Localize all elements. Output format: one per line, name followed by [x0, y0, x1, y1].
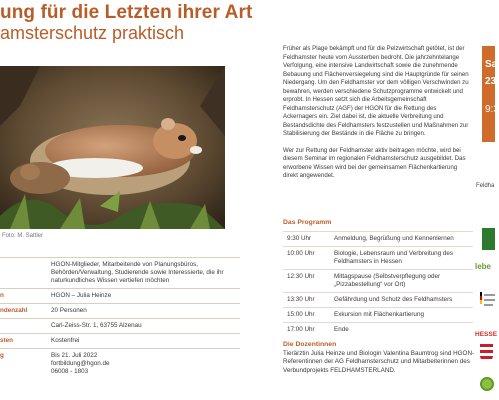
start-time: 9:3	[485, 104, 499, 115]
date-day: Sa	[485, 59, 498, 70]
program-desc: Gefährdung und Schutz des Feldhamsters	[334, 296, 453, 303]
details-label: ndenzahl	[0, 307, 28, 314]
program-row	[283, 269, 473, 292]
details-row	[0, 288, 240, 303]
page-subtitle: amsterschutz praktisch	[0, 23, 185, 43]
photo-credit: Foto: M. Sattler	[2, 233, 44, 239]
details-label: sten	[0, 337, 13, 344]
program-row	[283, 246, 473, 269]
details-value: Kostenfrei	[51, 337, 80, 344]
program-desc: Mittagspause (Selbstverpflegung oder „Pizzabestellung“ vor Ort)	[334, 273, 441, 289]
program-row	[283, 307, 473, 322]
program-time: 17:00 Uhr	[287, 326, 315, 333]
program-time: 9:30 Uhr	[287, 235, 312, 242]
date-box	[482, 46, 499, 142]
program-time: 13:30 Uhr	[287, 296, 315, 303]
program-desc: Exkursion mit Flächenkartierung	[334, 311, 424, 318]
hamster-photo	[0, 66, 225, 229]
details-row	[0, 303, 240, 318]
program-desc: Anmeldung, Begrüßung und Kennenlernen	[334, 235, 454, 242]
details-value: HGON-Mitglieder, Mitarbeitende von Planungsbüros, Behörden/Verwaltung, Studierende sowie Interessierte, die ihr naturkundliches Wissen vertiefen möchten	[51, 261, 224, 285]
program-desc: Biologie, Lebensraum und Verbreitung des Feldhamsters in Hessen	[334, 250, 454, 266]
partner-feldhamster-label: Feldha	[476, 183, 495, 189]
program-time: 12:30 Uhr	[287, 273, 315, 280]
round-emblem-icon	[479, 376, 495, 394]
details-label: g	[0, 352, 4, 359]
details-row	[0, 348, 240, 379]
details-value: HGON – Julia Heinze	[51, 292, 112, 299]
page-title: ung für die Letzten ihrer Art	[0, 2, 253, 23]
program-heading: Das Programm	[283, 219, 332, 226]
details-label: n	[0, 292, 4, 299]
green-logo-icon	[482, 228, 495, 250]
details-value: Carl-Zeiss-Str. 1, 63755 Alzenau	[51, 322, 142, 329]
partner-leben-logo: lebe	[475, 262, 492, 271]
hamster-illustration	[0, 66, 225, 229]
intro-paragraph: Wer zur Rettung der Feldhamster aktiv beitragen möchte, wird bei diesem Seminar im regionalen Feldhamsterschutz ausgebildet. Das erworbene Wissen wird bei der gemeinsamen Flächenkartierung direkt angewendet.	[283, 146, 466, 179]
program-desc: Ende	[334, 326, 349, 333]
hessen-logo-label: HESSE	[475, 331, 498, 338]
intro-text	[283, 45, 471, 189]
program-row	[283, 231, 473, 246]
program-row	[283, 322, 473, 337]
intro-paragraph: Früher als Plage bekämpft und für die Pelzwirtschaft getötet, ist der Feldhamster heute vom Aussterben bedroht. Die jahrzehntelange Verfolgung, eine intensive Landwirtschaft sowie die zunehmende Bebauung und Flächenversiegelung sind die Hauptgründe für seinen Niedergang. Um den Feldhamster vor dem völligen Verschwinden zu bewahren, werden verschiedene Schutzprogramme entwickelt und erprobt. In Hessen setzt sich die Arbeitsgemeinschaft Feldhamsterschutz (AGF) der HGON für die Rettung des Ackernagers ein. Ziel dabei ist, die aktuelle Verbreitung und Bestandsdichte des Feldhamsters festzustellen und Maßnahmen zur Stabilisierung der Bestände in die Fläche zu bringen.	[283, 45, 469, 137]
hessen-crest-icon	[478, 342, 495, 364]
details-row	[0, 318, 240, 333]
details-value: 20 Personen	[51, 307, 87, 314]
date-number: 23.	[485, 76, 499, 87]
program-row	[283, 292, 473, 307]
docents-text: Tierärztin Julia Heinze und Biologin Valentina Baumtrog sind HGON-Referentinnen der AG Feldhamsterschutz und Mitarbeiterinnen des Verbundprojekts FELDHAMSTERLAND.	[283, 350, 475, 374]
details-value: Bis 21. Juli 2022 fortbildung@hgon.de 06008 - 1803	[51, 352, 110, 376]
docents-heading: Die Dozentinnen	[283, 341, 337, 348]
details-row	[0, 257, 240, 288]
program-time: 15:00 Uhr	[287, 311, 315, 318]
federal-ministry-logo	[478, 290, 495, 318]
details-row	[0, 333, 240, 348]
program-time: 10:00 Uhr	[287, 250, 315, 257]
